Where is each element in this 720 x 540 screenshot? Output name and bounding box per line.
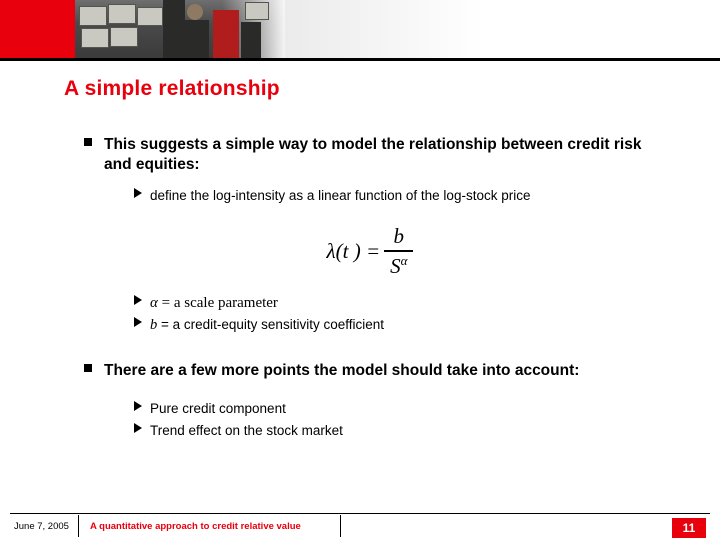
square-bullet-icon — [84, 138, 92, 146]
header-red-block — [0, 0, 75, 58]
bullet-level2-text: Pure credit component — [150, 401, 286, 417]
header-photo — [75, 0, 285, 58]
bullet-level2 — [0, 400, 720, 418]
photo-monitor — [245, 2, 269, 20]
footer-separator — [340, 515, 341, 537]
formula-block — [0, 224, 720, 282]
bullet-level2 — [0, 187, 720, 205]
bullet-level1-text: There are a few more points the model should take into account: — [104, 361, 580, 379]
formula-expression — [327, 224, 414, 279]
definition-text: = a scale parameter — [157, 295, 278, 312]
definition-text: = a credit-equity sensitivity coefficient — [157, 316, 384, 332]
definition-symbol: b — [150, 316, 158, 333]
formula-denominator-base: S — [390, 253, 401, 278]
formula-fraction — [384, 224, 413, 279]
bullet-level2-text: define the log-intensity as a linear function of the log-stock price — [150, 187, 531, 203]
spacer — [0, 380, 720, 400]
footer-title: A quantitative approach to credit relative value — [90, 521, 301, 532]
spacer — [0, 204, 720, 224]
spacer — [0, 175, 720, 187]
footer-date: June 7, 2005 — [14, 521, 69, 532]
bullet-level1 — [0, 361, 720, 381]
photo-monitor — [79, 6, 107, 26]
triangle-bullet-icon — [134, 401, 142, 411]
bullet-level2-text: Trend effect on the stock market — [150, 422, 343, 438]
slide-body — [0, 135, 720, 439]
definition-symbol: α — [150, 295, 158, 312]
triangle-bullet-icon — [134, 188, 142, 198]
formula-numerator: b — [393, 224, 405, 249]
footer-divider — [10, 513, 710, 514]
photo-desk — [241, 22, 261, 58]
bullet-level2 — [0, 422, 720, 440]
triangle-bullet-icon — [134, 423, 142, 433]
photo-person-body — [181, 20, 209, 58]
page-number: 11 — [682, 521, 696, 535]
definition-item — [0, 316, 720, 335]
formula-lhs: λ(t ) = — [326, 238, 381, 263]
photo-monitor — [81, 28, 109, 48]
formula-denominator — [384, 252, 413, 279]
definition-item — [0, 294, 720, 314]
triangle-bullet-icon — [134, 295, 142, 305]
square-bullet-icon — [84, 364, 92, 372]
spacer — [0, 335, 720, 361]
spacer — [0, 282, 720, 294]
slide-header-band — [0, 0, 720, 58]
triangle-bullet-icon — [134, 317, 142, 327]
bullet-level1 — [0, 135, 720, 175]
footer-separator — [78, 515, 79, 537]
photo-person-head — [187, 4, 203, 20]
header-divider — [0, 58, 720, 61]
photo-monitor — [110, 27, 138, 47]
header-fade — [285, 0, 485, 58]
page-title: A simple relationship — [64, 77, 280, 100]
photo-monitor — [108, 4, 136, 24]
photo-red-chair — [213, 10, 239, 58]
photo-monitor — [137, 7, 163, 26]
formula-denominator-exponent: α — [400, 252, 408, 268]
bullet-level1-text: This suggests a simple way to model the relationship between credit risk and equities: — [104, 136, 642, 173]
